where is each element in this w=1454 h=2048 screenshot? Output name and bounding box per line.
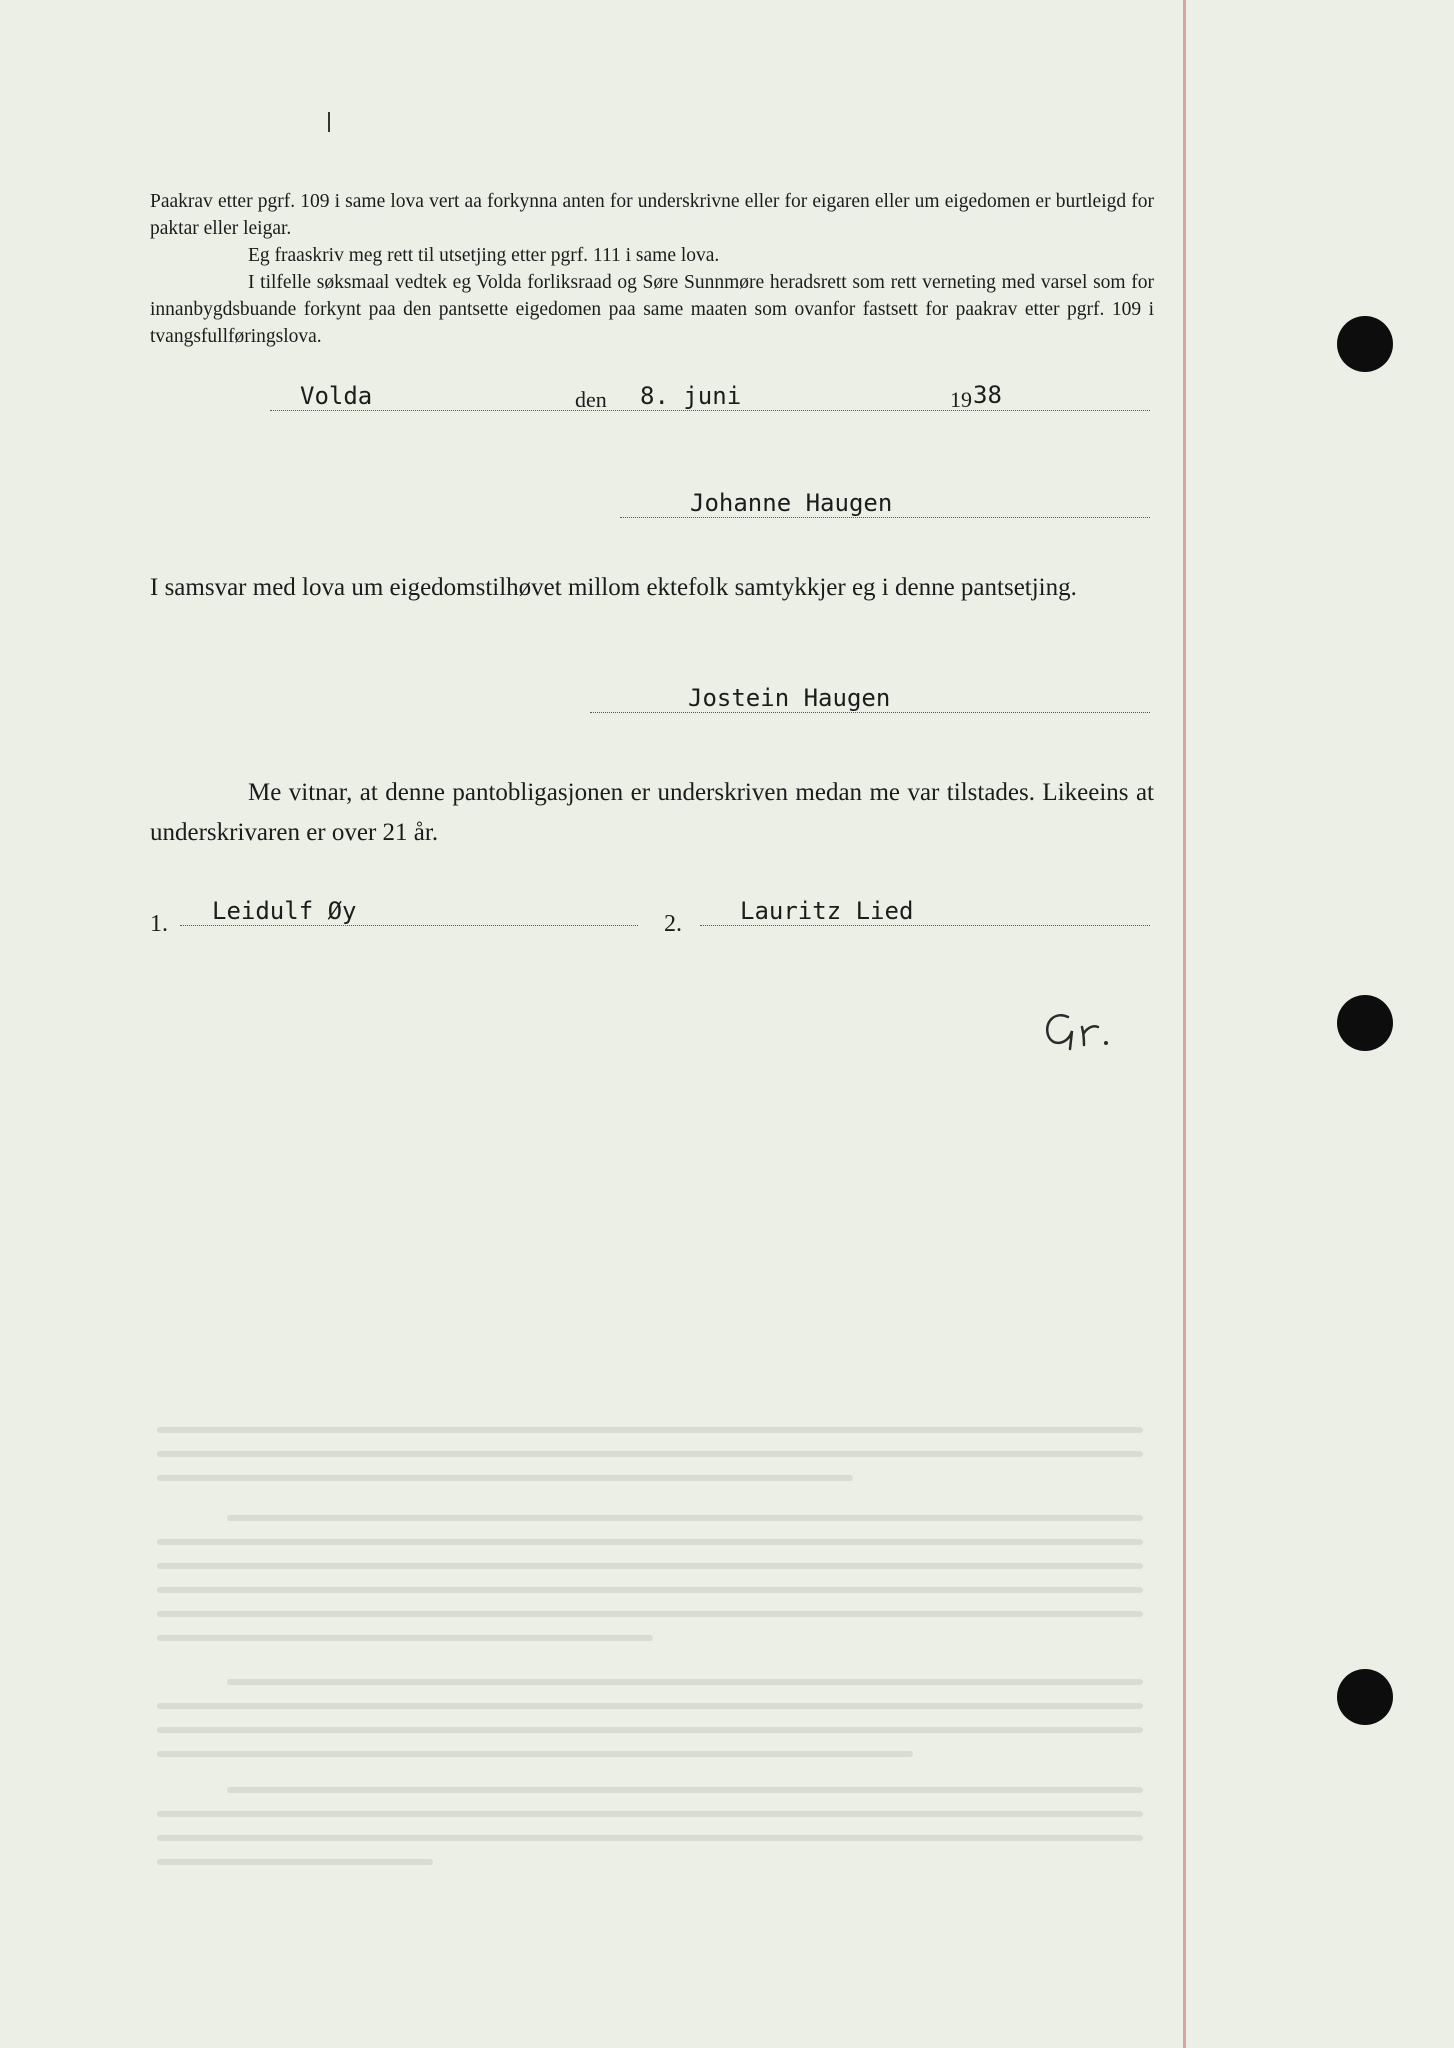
handwritten-initials (1040, 1005, 1120, 1060)
terms-paragraphs (150, 188, 1154, 350)
spouse-consent-text: I samsvar med lova um eigedomstilhøvet millom ektefolk samtykkjer eg i denne pantsetjing. (150, 574, 1077, 601)
date-value: 8. juni (640, 382, 742, 410)
witness-statement: Me vitnar, at denne pantobligasjonen er underskriven medan me var tilstades. Likeeins at underskrivaren er over 21 år. (150, 779, 1154, 846)
den-label: den (575, 387, 607, 412)
paragraph-demand-notice: Paakrav etter pgrf. 109 i same lova vert aa forkynna anten for underskrivne eller for eigaren eller um eigedomen er burtleigd for paktar eller leigar. (150, 191, 1154, 239)
stray-pen-mark (328, 112, 330, 132)
witness-2-number: 2. (664, 911, 682, 937)
year-suffix: 38 (973, 381, 1002, 409)
bleed-through-texture (150, 1420, 1154, 1900)
witness-1-name: Leidulf Øy (212, 897, 357, 925)
owner-signature: Johanne Haugen (690, 489, 893, 517)
spouse-signature: Jostein Haugen (688, 684, 891, 712)
red-margin-line (1183, 0, 1186, 2048)
punch-hole-middle (1337, 995, 1393, 1051)
paragraph-venue: I tilfelle søksmaal vedtek eg Volda forliksraad og Søre Sunnmøre heradsrett som rett verneting med varsel som for innanbygdsbuande forkynt paa den pantsette eigedomen paa same maaten som ovanfor fastsett for paakrav etter pgrf. 109 i tvangsfullføringslova. (150, 272, 1154, 347)
witness-1-number: 1. (150, 911, 168, 937)
punch-hole-top (1337, 316, 1393, 372)
place-value: Volda (300, 382, 373, 410)
witness-2-name: Lauritz Lied (740, 897, 914, 925)
paragraph-waiver: Eg fraaskriv meg rett til utsetjing etter pgrf. 111 i same lova. (248, 245, 720, 266)
punch-hole-bottom (1337, 1669, 1393, 1725)
year-prefix: 19 (950, 387, 972, 412)
